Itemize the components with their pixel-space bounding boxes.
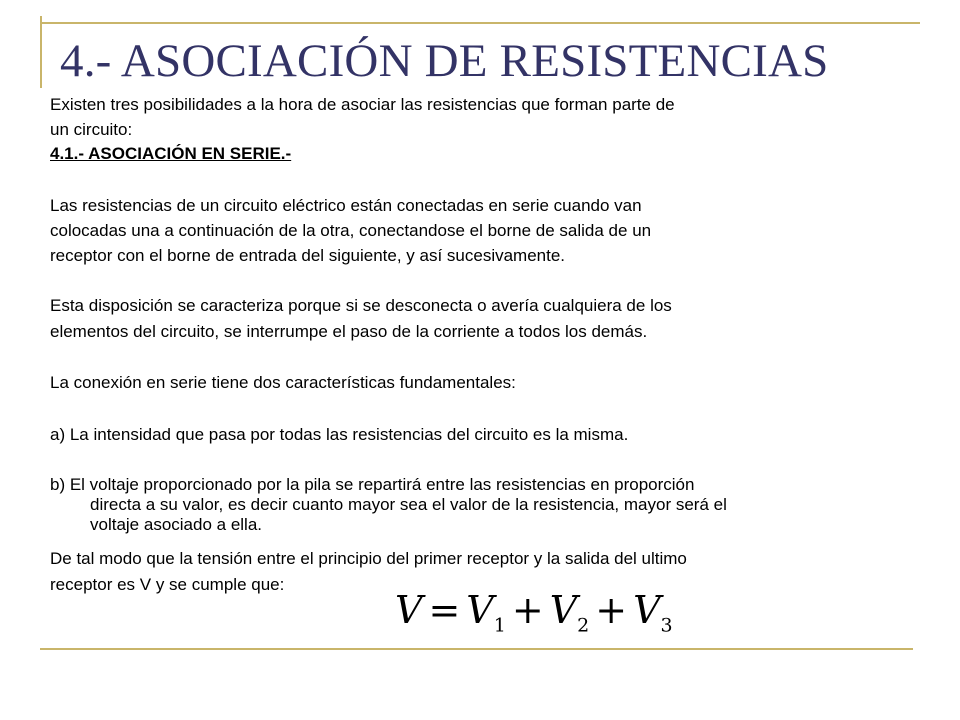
intro-line-2: un circuito: — [50, 120, 133, 139]
series-line-2: colocadas una a continuación de la otra, conectandose el borne de salida de un — [50, 221, 652, 240]
top-rule — [40, 22, 920, 24]
section-subheading: 4.1.- ASOCIACIÓN EN SERIE.- — [50, 144, 292, 163]
left-rule — [40, 16, 42, 88]
characteristics-intro: La conexión en serie tiene dos características fundamentales: — [50, 373, 516, 392]
formula-term-1: $V_1$ — [466, 588, 506, 637]
disposition-line-2: elementos del circuito, se interrumpe el paso de la corriente a todos los demás. — [50, 322, 648, 341]
slide-title: 4.- ASOCIACIÓN DE RESISTENCIAS — [60, 35, 829, 87]
formula-lhs: V — [395, 588, 423, 632]
conclusion-line-1: De tal modo que la tensión entre el principio del primer receptor y la salida del ultimo — [50, 549, 687, 568]
bottom-rule — [40, 648, 913, 650]
series-line-3: receptor con el borne de entrada del siguiente, y así sucesivamente. — [50, 246, 566, 265]
formula-plus-2: + — [595, 588, 628, 632]
characteristic-b-line-1: b) El voltaje proporcionado por la pila se repartirá entre las resistencias en proporción — [50, 475, 695, 494]
voltage-sum-formula — [395, 588, 673, 637]
characteristic-a: a) La intensidad que pasa por todas las resistencias del circuito es la misma. — [50, 425, 629, 444]
formula-term-3: $V_3$ — [633, 588, 673, 637]
formula-plus-1: + — [511, 588, 544, 632]
intro-line-1: Existen tres posibilidades a la hora de asociar las resistencias que forman parte de — [50, 95, 675, 114]
characteristic-b-line-3: voltaje asociado a ella. — [90, 515, 263, 534]
formula-equals: = — [428, 588, 461, 632]
formula-term-2: $V_2$ — [549, 588, 590, 637]
characteristic-b-line-2: directa a su valor, es decir cuanto mayor sea el valor de la resistencia, mayor será el — [90, 495, 727, 514]
disposition-line-1: Esta disposición se caracteriza porque si se desconecta o avería cualquiera de los — [50, 296, 672, 315]
conclusion-line-2: receptor es V y se cumple que: — [50, 575, 285, 594]
series-line-1: Las resistencias de un circuito eléctrico están conectadas en serie cuando van — [50, 196, 642, 215]
